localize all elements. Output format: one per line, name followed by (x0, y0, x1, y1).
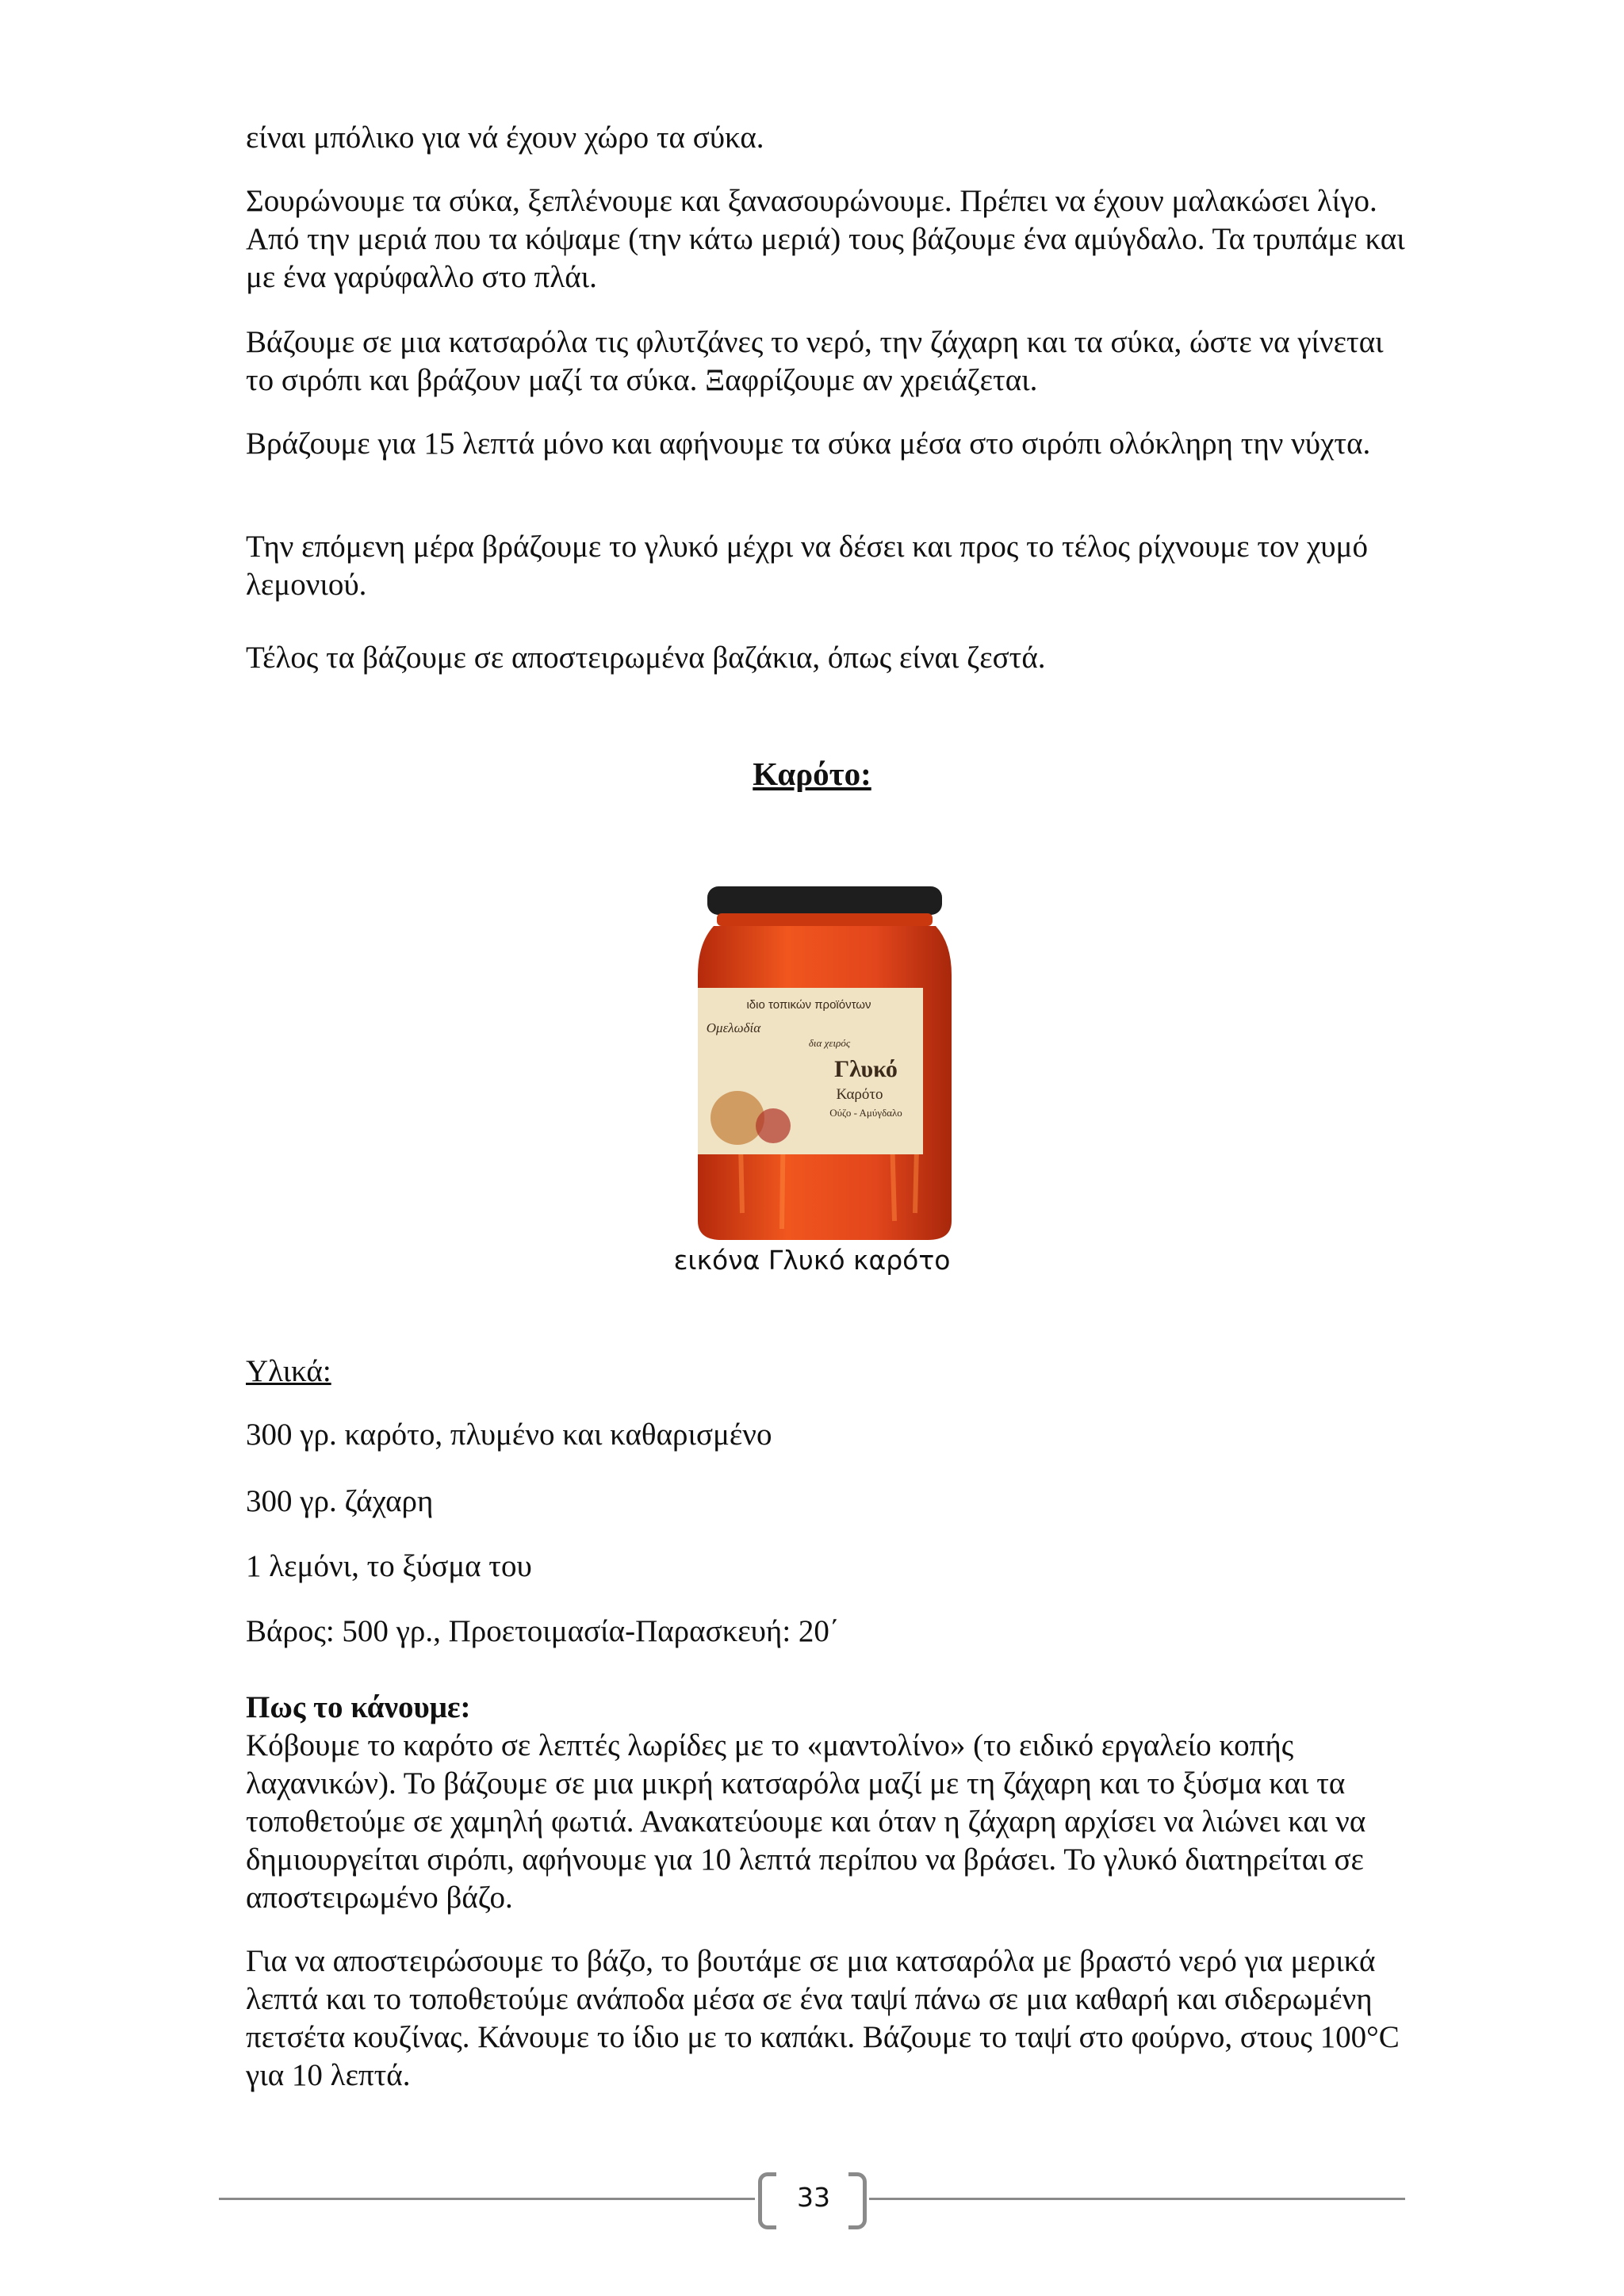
paragraph-fig-continuation: είναι μπόλικο για νά έχουν χώρο τα σύκα. (246, 121, 764, 155)
figure-caption: εικόνα Γλυκό καρότο (673, 1245, 951, 1276)
ingredient-item: 1 λεμόνι, το ξύσμα του (246, 1549, 532, 1583)
page-number: 33 (797, 2182, 830, 2213)
label-product: Γλυκό (834, 1056, 898, 1082)
label-brand: Ομελωδία (706, 1020, 761, 1035)
label-line1: ιδιο τοπικών προϊόντων (746, 998, 871, 1012)
method-block (246, 1689, 1411, 1917)
paragraph-next-day: Την επόμενη μέρα βράζουμε το γλυκό μέχρι να δέσει και προς το τέλος ρίχνουμε τον χυμό λεμονιού. (246, 530, 1368, 602)
method-paragraph-1: Κόβουμε το καρότο σε λεπτές λωρίδες με το «μαντολίνο» (το ειδικό εργαλείο κοπής λαχανικών). Το βάζουμε σε μια μικρή κατσαρόλα μαζί με τη ζάχαρη και το ξύσμα και τα τοποθετούμε σε χαμηλή φωτιά. Ανακατεύουμε και όταν η ζάχαρη αρχίσει να λιώνει και να δημιουργείται σιρόπι, αφήνουμε για 10 λεπτά περίπου να βράσει. Το γλυκό διατηρείται σε αποστειρωμένο βάζο. (246, 1728, 1366, 1915)
jar-lid (707, 886, 942, 915)
footer-bracket-right (848, 2172, 867, 2229)
ingredients-heading: Υλικά: (246, 1354, 331, 1388)
ingredient-item: 300 γρ. καρότο, πλυμένο και καθαρισμένο (246, 1418, 772, 1452)
label-variety: Καρότο (836, 1086, 883, 1103)
ingredient-item: Βάρος: 500 γρ., Προετοιμασία-Παρασκευή: 20΄ (246, 1614, 840, 1648)
paragraph-jars: Τέλος τα βάζουμε σε αποστειρωμένα βαζάκια, όπως είναι ζεστά. (246, 641, 1046, 675)
paragraph-strain-figs: Σουρώνουμε τα σύκα, ξεπλένουμε και ξανασουρώνουμε. Πρέπει να έχουν μαλακώσει λίγο. Από την μεριά που τα κόψαμε (την κάτω μεριά) τους βάζουμε ένα αμύγδαλο. Τα τρυπάμε και με ένα γαρύφαλλο στο πλάι. (246, 184, 1405, 294)
paragraph-syrup: Βάζουμε σε μια κατσαρόλα τις φλυτζάνες το νερό, την ζάχαρη και τα σύκα, ώστε να γίνεται το σιρόπι και βράζουν μαζί τα σύκα. Ξαφρίζουμε αν χρειάζεται. (246, 325, 1384, 397)
label-flavors: Ούζο - Αμύγδαλο (829, 1107, 902, 1119)
carrot-jar-image (690, 880, 959, 1245)
footer-rule-right (869, 2198, 1405, 2200)
footer-rule-left (219, 2198, 755, 2200)
paragraph-boil-overnight: Βράζουμε για 15 λεπτά μόνο και αφήνουμε τα σύκα μέσα στο σιρόπι ολόκληρη την νύχτα. (246, 427, 1371, 461)
page-footer (219, 2172, 1405, 2225)
method-paragraph-2: Για να αποστειρώσουμε το βάζο, το βουτάμε σε μια κατσαρόλα με βραστό νερό για μερικά λεπτά και το τοποθετούμε ανάποδα μέσα σε ένα ταψί πάνω σε μια καθαρή και σιδερωμένη πετσέτα κουζίνας. Κάνουμε το ίδιο με το καπάκι. Βάζουμε το ταψί στο φούρνο, στους 100°C για 10 λεπτά. (246, 1944, 1400, 2092)
method-heading: Πως το κάνουμε: (246, 1690, 471, 1724)
ingredient-item: 300 γρ. ζάχαρη (246, 1484, 434, 1518)
section-title-carrot: Καρότο: (753, 756, 871, 792)
jar-illustration (690, 880, 959, 1245)
label-line2: δια χειρός (808, 1037, 851, 1049)
